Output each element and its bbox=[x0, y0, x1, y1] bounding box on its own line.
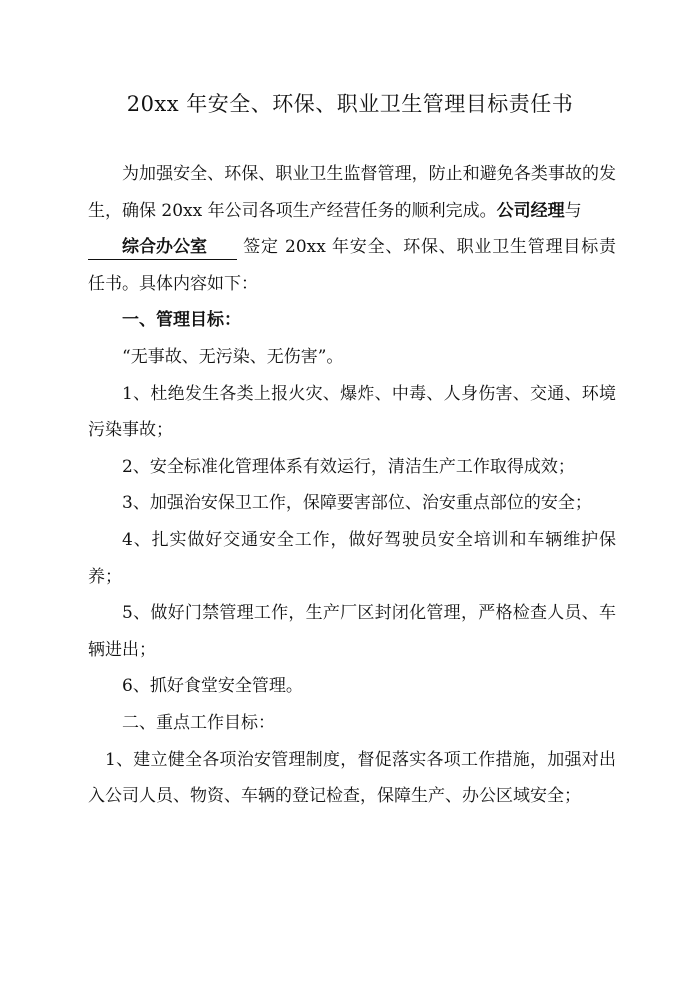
intro-conj: 与 bbox=[564, 200, 582, 221]
list-item: 5、做好门禁管理工作，生产厂区封闭化管理，严格检查人员、车辆进出； bbox=[88, 603, 616, 660]
party-b: 综合办公室 bbox=[88, 235, 237, 260]
section1-motto: “无事故、无污染、无伤害”。 bbox=[122, 346, 344, 367]
list-item: 1、杜绝发生各类上报火灾、爆炸、中毒、人身伤害、交通、环境污染事故； bbox=[88, 383, 616, 441]
list-item: 3、加强治安保卫工作，保障要害部位、治安重点部位的安全； bbox=[122, 493, 592, 514]
intro-text-1: 为加强安全、环保、职业卫生监督管理，防止和避免各类事故的发生，确保 20xx 年公司各项生产经营任务的顺利完成。 bbox=[88, 164, 616, 221]
list-item: 1、建立健全各项治安管理制度，督促落实各项工作措施，加强对出入公司人员、物资、车辆的登记检查，保障生产、办公区域安全； bbox=[88, 749, 616, 807]
list-item: 2、安全标准化管理体系有效运行，清洁生产工作取得成效； bbox=[122, 456, 575, 477]
list-item: 4、扎实做好交通安全工作，做好驾驶员安全培训和车辆维护保养； bbox=[88, 529, 616, 587]
document-body bbox=[88, 156, 616, 815]
section1-heading: 一、管理目标： bbox=[122, 310, 241, 331]
list-item: 6、抓好食堂安全管理。 bbox=[122, 676, 303, 697]
document-title: 20xx 年安全、环保、职业卫生管理目标责任书 bbox=[126, 92, 574, 116]
intro-paragraph bbox=[88, 156, 616, 302]
intro-text-2: 签定 20xx 年安全、环保、职业卫生管理目标责任书。具体内容如下： bbox=[88, 237, 616, 294]
party-a: 公司经理 bbox=[496, 200, 565, 221]
section2-heading: 二、重点工作目标： bbox=[122, 712, 275, 733]
